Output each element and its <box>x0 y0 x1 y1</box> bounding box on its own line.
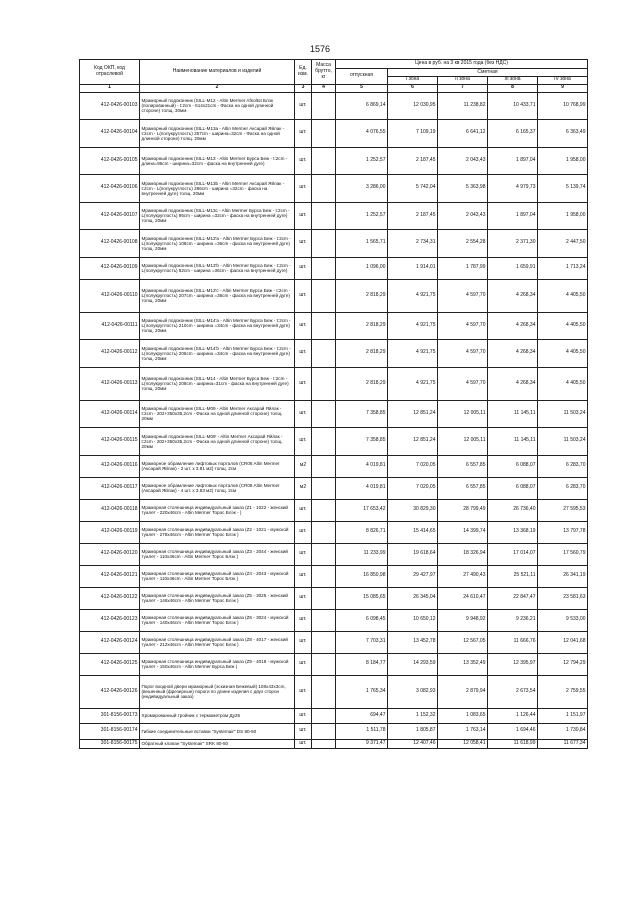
table-cell-zone-3-price: 11 618,99 <box>488 739 538 748</box>
header-mass: Масса брутто, кг <box>312 60 336 85</box>
table-row <box>80 230 588 258</box>
table-cell-name: Мраморное обрамление лифтовых порталов (CR08 Altin Mermer (Аксарай Яйлак) - 2 шт. x 3.81 м2) толщ. 2см <box>140 455 295 477</box>
table-cell-name: Мраморный подоконник (SILL-M13'a - Altin Mermer Бурса Беж - t:2cm - L(полукруглость) 108cm - ширина =36cm - фаска на внутренней дуге) толщ. 20мм <box>140 230 295 258</box>
table-row <box>80 120 588 148</box>
table-cell-name: Мраморный подоконник (SILL-M14'a - Altin Mermer Бурса Беж - t:2cm - L(полукруглость) 210cm - ширина =34cm - фаска на внутренней дуге) толщ. 20мм <box>140 312 295 340</box>
table-cell-zone-2-price: 2 554,28 <box>438 230 488 258</box>
table-cell-mass <box>312 653 336 675</box>
column-number: 6 <box>388 84 438 92</box>
table-cell-code: 412-0426-00103 <box>80 92 140 120</box>
table-cell-selling-price: 4 076,55 <box>336 120 388 148</box>
table-cell-selling-price: 9 371,47 <box>336 739 388 748</box>
table-cell-zone-3-price: 1 897,04 <box>488 147 538 175</box>
table-cell-zone-3-price: 11 145,11 <box>488 400 538 428</box>
table-cell-zone-1-price: 14 293,59 <box>388 653 438 675</box>
table-cell-code: 412-0426-00104 <box>80 120 140 148</box>
table-cell-selling-price: 17 653,42 <box>336 499 388 521</box>
table-cell-zone-3-price: 10 433,71 <box>488 92 538 120</box>
table-cell-code: 412-0426-00124 <box>80 631 140 653</box>
table-cell-zone-3-price: 17 014,07 <box>488 543 538 565</box>
table-cell-zone-4-price: 1 958,00 <box>538 147 588 175</box>
table-cell-zone-2-price: 2 879,94 <box>438 675 488 708</box>
table-cell-code: 412-0426-00114 <box>80 400 140 428</box>
page-number: 1576 <box>309 44 331 54</box>
table-cell-name: Мраморная столешница индивидуальный заказ (Z9 - 4018 - мужской туалет - 150х46cm - Altin Mermer Бурса Беж ) <box>140 653 295 675</box>
header-selling: отпускная <box>336 69 388 85</box>
table-cell-zone-1-price: 12 407,46 <box>388 739 438 748</box>
table-cell-code: 412-0426-00125 <box>80 653 140 675</box>
table-cell-zone-1-price: 10 650,12 <box>388 609 438 631</box>
table-cell-zone-2-price: 1 763,14 <box>438 724 488 740</box>
table-cell-name: Мраморный подоконник (SILL-M13a - Altin Mermer Аксарай Яйлак - t:2cm - L(полукруглость) 257cm - ширина=32cm - Фаска на одной длинной стороне) толщ. 20мм <box>140 120 295 148</box>
table-row <box>80 631 588 653</box>
table-cell-name: Мраморное обрамление лифтовых порталов (CR08 Altin Mermer (Аксарай Яйлак) - 4 шт. x 3.83 м2) толщ. 2см <box>140 477 295 499</box>
table-cell-zone-2-price: 5 363,98 <box>438 175 488 203</box>
table-cell-name: Мраморная столешница индивидуальный заказ (Z4 - 2043 - мужской туалет - 110х46cm - Altin Mermer Торос Блэк ) <box>140 565 295 587</box>
header-zone-1: I зона <box>388 76 438 84</box>
table-cell-zone-3-price: 6 088,07 <box>488 455 538 477</box>
table-body <box>80 92 588 748</box>
table-cell-code: 412-0426-00126 <box>80 675 140 708</box>
table-cell-mass <box>312 565 336 587</box>
table-cell-name: Мраморный подоконник (SILL-M14 - Altin Mermer Бурса Беж - t:2cm - L(полукруглость) 208cm - ширина=31cm - фаска на внутренней дуге) толщ. 20мм <box>140 367 295 400</box>
table-cell-code: 301-8156-00173 <box>80 708 140 724</box>
table-cell-code: 412-0426-00122 <box>80 587 140 609</box>
table-cell-selling-price: 1 252,57 <box>336 202 388 230</box>
table-cell-mass <box>312 279 336 312</box>
table-cell-zone-3-price: 4 979,73 <box>488 175 538 203</box>
table-cell-name: Обратный клапан "Systemair" SRK 80-50 <box>140 739 295 748</box>
table-row <box>80 708 588 724</box>
table-cell-unit: шт. <box>295 175 312 203</box>
table-cell-zone-1-price: 5 742,04 <box>388 175 438 203</box>
table-cell-code: 412-0426-00111 <box>80 312 140 340</box>
table-cell-name: Мраморный подоконник (SILL-M14'b - Altin Mermer Бурса Беж - t:2cm - L(полукруглость) 206cm - ширина =34cm - фаска на внутренней дуге) толщ. 20мм <box>140 340 295 368</box>
table-cell-unit: шт. <box>295 147 312 175</box>
table-cell-mass <box>312 675 336 708</box>
table-cell-name: Мраморный подоконник (SILL-M13c - Altin Mermer Бурса Беж - t:2cm - L(полукруглость) 95cm - ширина =32cm - фаска на внутренней дуге) толщ. 20мм <box>140 202 295 230</box>
table-cell-code: 412-0426-00110 <box>80 279 140 312</box>
table-cell-zone-1-price: 1 914,01 <box>388 257 438 279</box>
table-cell-zone-1-price: 3 082,93 <box>388 675 438 708</box>
table-cell-zone-4-price: 1 713,24 <box>538 257 588 279</box>
table-cell-mass <box>312 631 336 653</box>
table-cell-zone-3-price: 26 736,40 <box>488 499 538 521</box>
table-cell-name: Мраморная столешница индивидуальный заказ (Z3 - 2044 - женский туалет - 110х46cm - Altin Mermer Торос Блэк ) <box>140 543 295 565</box>
table-cell-unit: шт. <box>295 739 312 748</box>
table-cell-zone-4-price: 17 560,79 <box>538 543 588 565</box>
table-cell-unit: шт. <box>295 724 312 740</box>
table-row <box>80 609 588 631</box>
table-cell-zone-2-price: 12 005,11 <box>438 428 488 456</box>
column-number: 1 <box>80 84 140 92</box>
table-cell-zone-2-price: 6 641,12 <box>438 120 488 148</box>
table-row <box>80 455 588 477</box>
table-row <box>80 428 588 456</box>
table-cell-zone-2-price: 24 610,47 <box>438 587 488 609</box>
column-number: 8 <box>488 84 538 92</box>
header-zone-3: III зона <box>488 76 538 84</box>
table-cell-code: 412-0426-00121 <box>80 565 140 587</box>
table-cell-name: Мраморный подоконник (SILL-M13 - Altin Mermer Бурса Беж - t:2cm - длина=95cm - ширина=32cm - фаска на внутренней дуге) <box>140 147 295 175</box>
table-row <box>80 587 588 609</box>
table-cell-unit: шт. <box>295 312 312 340</box>
table-cell-zone-1-price: 4 921,75 <box>388 367 438 400</box>
table-cell-zone-2-price: 18 326,94 <box>438 543 488 565</box>
table-cell-mass <box>312 428 336 456</box>
table-cell-zone-4-price: 2 759,55 <box>538 675 588 708</box>
table-cell-unit: шт. <box>295 120 312 148</box>
table-cell-zone-3-price: 11 145,11 <box>488 428 538 456</box>
table-cell-unit: м2 <box>295 477 312 499</box>
table-cell-code: 412-0426-00118 <box>80 499 140 521</box>
column-number: 3 <box>295 84 312 92</box>
table-cell-zone-4-price: 1 730,84 <box>538 724 588 740</box>
table-cell-mass <box>312 92 336 120</box>
table-cell-zone-2-price: 12 567,05 <box>438 631 488 653</box>
table-cell-zone-4-price: 2 447,50 <box>538 230 588 258</box>
table-cell-zone-1-price: 29 427,97 <box>388 565 438 587</box>
table-cell-code: 412-0426-00106 <box>80 175 140 203</box>
table-cell-mass <box>312 477 336 499</box>
table-cell-selling-price: 694,47 <box>336 708 388 724</box>
table-cell-code: 412-0426-00117 <box>80 477 140 499</box>
table-cell-unit: шт. <box>295 340 312 368</box>
table-cell-zone-4-price: 11 503,24 <box>538 428 588 456</box>
table-cell-zone-4-price: 4 405,50 <box>538 367 588 400</box>
table-cell-code: 412-0426-00105 <box>80 147 140 175</box>
table-cell-zone-1-price: 30 829,30 <box>388 499 438 521</box>
table-row <box>80 257 588 279</box>
table-cell-zone-3-price: 1 694,46 <box>488 724 538 740</box>
table-row <box>80 521 588 543</box>
table-cell-zone-1-price: 13 452,78 <box>388 631 438 653</box>
table-cell-zone-4-price: 4 405,50 <box>538 279 588 312</box>
table-cell-zone-3-price: 6 165,37 <box>488 120 538 148</box>
table-cell-zone-1-price: 19 618,64 <box>388 543 438 565</box>
table-cell-zone-2-price: 4 597,70 <box>438 312 488 340</box>
table-row <box>80 175 588 203</box>
table-cell-selling-price: 7 358,85 <box>336 400 388 428</box>
table-cell-unit: м2 <box>295 455 312 477</box>
table-cell-zone-1-price: 4 921,75 <box>388 279 438 312</box>
table-cell-selling-price: 6 098,45 <box>336 609 388 631</box>
table-cell-unit: шт. <box>295 202 312 230</box>
table-cell-mass <box>312 587 336 609</box>
table-cell-zone-4-price: 1 958,00 <box>538 202 588 230</box>
table-row <box>80 739 588 748</box>
table-cell-mass <box>312 499 336 521</box>
table-cell-selling-price: 2 818,29 <box>336 367 388 400</box>
table-row <box>80 477 588 499</box>
table-cell-unit: шт. <box>295 92 312 120</box>
table-cell-unit: шт. <box>295 279 312 312</box>
table-cell-zone-4-price: 5 139,74 <box>538 175 588 203</box>
table-cell-name: Хромированный тройник с термометром Ду25 <box>140 708 295 724</box>
table-row <box>80 202 588 230</box>
table-cell-name: Мраморный подоконник (SILL-M09 - Altin Mermer Аксарай Яйлак - t:2cm - 202+350х35,2cm - Фаска на одной длинной стороне) толщ. 20мм <box>140 400 295 428</box>
table-cell-name: Мраморная столешница индивидуальный заказ (Z2 - 1021 - мужской туалет - 278х46cm - Altin Mermer Торос Блэк ) <box>140 521 295 543</box>
table-cell-selling-price: 7 703,31 <box>336 631 388 653</box>
table-cell-selling-price: 1 565,71 <box>336 230 388 258</box>
table-cell-code: 412-0426-00119 <box>80 521 140 543</box>
table-cell-selling-price: 1 765,34 <box>336 675 388 708</box>
table-cell-zone-3-price: 12 395,97 <box>488 653 538 675</box>
table-cell-unit: шт. <box>295 257 312 279</box>
table-cell-code: 412-0426-00116 <box>80 455 140 477</box>
table-cell-zone-4-price: 6 283,70 <box>538 477 588 499</box>
table-cell-zone-1-price: 12 851,24 <box>388 400 438 428</box>
table-cell-zone-2-price: 2 043,43 <box>438 202 488 230</box>
table-row <box>80 147 588 175</box>
table-cell-unit: шт. <box>295 230 312 258</box>
table-cell-mass <box>312 521 336 543</box>
table-cell-unit: шт. <box>295 708 312 724</box>
table-cell-name: Порог входной двери мраморный (эскизная Бежевый) 108х43х3cm, (вешенный (фрезерные) пороги по длине изделия с двух сторон (индивидуальный заказ) <box>140 675 295 708</box>
table-cell-name: Гибкие соединительные вставки "Systemair" DS 80-50 <box>140 724 295 740</box>
table-cell-zone-4-price: 6 363,49 <box>538 120 588 148</box>
header-zone-4: IV зона <box>538 76 588 84</box>
table-cell-mass <box>312 202 336 230</box>
table-cell-zone-3-price: 1 659,91 <box>488 257 538 279</box>
table-cell-selling-price: 1 096,00 <box>336 257 388 279</box>
table-row <box>80 565 588 587</box>
table-cell-zone-1-price: 15 414,65 <box>388 521 438 543</box>
table-cell-name: Мраморный подоконник (SILL-M13'c - Altin Mermer Бурса Беж - t:2cm - L(полукруглость) 207cm - ширина =36cm - фаска на внутренней дуге) толщ. 20мм <box>140 279 295 312</box>
table-cell-name: Мраморная столешница индивидуальный заказ (Z8 - 4017 - женский туалет - 212х46cm - Altin Mermer Торос Блэк ) <box>140 631 295 653</box>
table-cell-zone-4-price: 12 041,68 <box>538 631 588 653</box>
table-cell-zone-1-price: 26 345,04 <box>388 587 438 609</box>
table-header <box>80 60 588 93</box>
table-cell-selling-price: 8 184,77 <box>336 653 388 675</box>
header-zone-2: II зона <box>438 76 488 84</box>
table-cell-name: Мраморный подоконник (SILL-M13b - Altin Mermer Аксарай Яйлак - t:2cm - L(полукруглость) 286cm - ширина =32cm - фаска на внутренней дуге) толщ. 20мм <box>140 175 295 203</box>
table-cell-selling-price: 11 233,99 <box>336 543 388 565</box>
table-cell-zone-2-price: 12 005,11 <box>438 400 488 428</box>
table-cell-zone-3-price: 13 368,19 <box>488 521 538 543</box>
table-cell-selling-price: 8 826,71 <box>336 521 388 543</box>
table-cell-zone-3-price: 9 236,21 <box>488 609 538 631</box>
table-cell-zone-2-price: 27 490,43 <box>438 565 488 587</box>
table-cell-zone-1-price: 2 187,45 <box>388 202 438 230</box>
table-cell-mass <box>312 340 336 368</box>
table-cell-mass <box>312 175 336 203</box>
column-number: 4 <box>312 84 336 92</box>
table-cell-zone-4-price: 26 341,19 <box>538 565 588 587</box>
table-cell-zone-4-price: 11 677,34 <box>538 739 588 748</box>
table-cell-zone-4-price: 11 503,24 <box>538 400 588 428</box>
table-cell-zone-2-price: 1 787,99 <box>438 257 488 279</box>
table-cell-zone-2-price: 6 557,85 <box>438 455 488 477</box>
table-cell-unit: шт. <box>295 565 312 587</box>
table-cell-selling-price: 2 818,29 <box>336 340 388 368</box>
table-cell-code: 412-0426-00109 <box>80 257 140 279</box>
table-row <box>80 312 588 340</box>
table-cell-unit: шт. <box>295 521 312 543</box>
table-cell-zone-1-price: 7 109,19 <box>388 120 438 148</box>
header-unit: Ед. изм. <box>295 60 312 85</box>
table-cell-zone-4-price: 4 405,50 <box>538 340 588 368</box>
table-cell-zone-2-price: 6 557,85 <box>438 477 488 499</box>
table-row <box>80 279 588 312</box>
table-cell-zone-3-price: 11 666,76 <box>488 631 538 653</box>
table-cell-mass <box>312 609 336 631</box>
table-cell-name: Мраморный подоконник (SILL-M12 - Altin Mermer Afsoltot Блэк (полированный) - t:2cm - 514х21cm - Фаска на одной длинной стороне) толщ. 30мм <box>140 92 295 120</box>
table-cell-zone-2-price: 9 948,92 <box>438 609 488 631</box>
table-row <box>80 653 588 675</box>
table-cell-mass <box>312 367 336 400</box>
table-cell-mass <box>312 230 336 258</box>
table-cell-zone-3-price: 4 268,34 <box>488 279 538 312</box>
table-cell-mass <box>312 120 336 148</box>
table-cell-zone-1-price: 1 152,32 <box>388 708 438 724</box>
table-cell-unit: шт. <box>295 609 312 631</box>
table-cell-selling-price: 2 818,29 <box>336 279 388 312</box>
table-cell-unit: шт. <box>295 543 312 565</box>
table-cell-name: Мраморный подоконник (SILL-M13'b - Altin Mermer Бурса Беж - t:2cm - L(полукруглость) 82cm - ширина =36cm - фаска на внутренней дуге) <box>140 257 295 279</box>
table-cell-zone-1-price: 4 921,75 <box>388 312 438 340</box>
table-cell-code: 301-8156-00174 <box>80 724 140 740</box>
table-cell-unit: шт. <box>295 499 312 521</box>
table-cell-zone-3-price: 1 897,04 <box>488 202 538 230</box>
table-cell-zone-2-price: 12 058,41 <box>438 739 488 748</box>
table-cell-name: Мраморная столешница индивидуальный заказ (Z5 - 3025 - женский туалет - 146х46cm - Altin Mermer Торос Блэк ) <box>140 587 295 609</box>
table-cell-zone-3-price: 6 088,07 <box>488 477 538 499</box>
table-cell-zone-2-price: 2 043,43 <box>438 147 488 175</box>
table-cell-zone-4-price: 4 405,50 <box>538 312 588 340</box>
table-cell-zone-1-price: 7 020,05 <box>388 477 438 499</box>
table-cell-zone-3-price: 2 673,54 <box>488 675 538 708</box>
table-row <box>80 400 588 428</box>
table-cell-zone-3-price: 4 268,34 <box>488 312 538 340</box>
table-cell-code: 412-0426-00115 <box>80 428 140 456</box>
header-price-group: Цена в руб. на 3 кв 2015 года (без НДС) <box>336 60 588 69</box>
table-cell-zone-4-price: 10 768,99 <box>538 92 588 120</box>
table-cell-mass <box>312 455 336 477</box>
table-cell-name: Мраморный подоконник (SILL-M09' - Altin Mermer Аксарай Яйлак - t:2cm - 202+350х35,2cm - Фаска на одной длинной стороне) толщ. 20мм <box>140 428 295 456</box>
table-cell-selling-price: 4 019,81 <box>336 455 388 477</box>
header-code: Код ОКП, код отраслевой <box>80 60 140 85</box>
table-cell-unit: шт. <box>295 675 312 708</box>
column-number: 2 <box>140 84 295 92</box>
table-cell-zone-3-price: 4 268,34 <box>488 340 538 368</box>
table-cell-selling-price: 6 869,14 <box>336 92 388 120</box>
table-row <box>80 367 588 400</box>
table-cell-zone-2-price: 11 238,82 <box>438 92 488 120</box>
table-cell-zone-2-price: 28 799,49 <box>438 499 488 521</box>
table-row <box>80 675 588 708</box>
table-cell-zone-2-price: 4 597,70 <box>438 367 488 400</box>
table-cell-code: 412-0426-00123 <box>80 609 140 631</box>
header-estimate: Сметная <box>388 69 588 77</box>
table-cell-code: 412-0426-00120 <box>80 543 140 565</box>
table-cell-zone-4-price: 9 533,00 <box>538 609 588 631</box>
table-cell-zone-2-price: 1 083,65 <box>438 708 488 724</box>
table-cell-zone-1-price: 12 851,24 <box>388 428 438 456</box>
table-cell-selling-price: 2 818,29 <box>336 312 388 340</box>
table-cell-zone-2-price: 13 352,49 <box>438 653 488 675</box>
table-cell-zone-4-price: 6 283,70 <box>538 455 588 477</box>
table-cell-code: 412-0426-00113 <box>80 367 140 400</box>
table-cell-zone-1-price: 12 030,95 <box>388 92 438 120</box>
table-cell-mass <box>312 739 336 748</box>
table-cell-zone-4-price: 1 151,97 <box>538 708 588 724</box>
header-name: Наименование материалов и изделий <box>140 60 295 85</box>
table-cell-zone-2-price: 14 399,74 <box>438 521 488 543</box>
table-cell-zone-1-price: 7 020,05 <box>388 455 438 477</box>
table-cell-code: 412-0426-00108 <box>80 230 140 258</box>
table-cell-name: Мраморная столешница индивидуальный заказ (Z1 - 1022 - женский туалет - 220х46cm - Altin Mermer Торос Блэк - ) <box>140 499 295 521</box>
table-cell-zone-1-price: 2 734,31 <box>388 230 438 258</box>
column-number: 9 <box>538 84 588 92</box>
table-cell-code: 301-8156-00175 <box>80 739 140 748</box>
table-cell-zone-4-price: 12 794,29 <box>538 653 588 675</box>
table-cell-unit: шт. <box>295 653 312 675</box>
table-cell-mass <box>312 400 336 428</box>
table-cell-zone-4-price: 13 797,78 <box>538 521 588 543</box>
table-cell-selling-price: 16 850,98 <box>336 565 388 587</box>
table-cell-mass <box>312 312 336 340</box>
table-cell-zone-1-price: 1 805,87 <box>388 724 438 740</box>
table-cell-code: 412-0426-00112 <box>80 340 140 368</box>
table-cell-selling-price: 4 019,81 <box>336 477 388 499</box>
table-cell-selling-price: 15 085,65 <box>336 587 388 609</box>
table-cell-unit: шт. <box>295 631 312 653</box>
table-cell-unit: шт. <box>295 367 312 400</box>
table-cell-zone-4-price: 27 595,53 <box>538 499 588 521</box>
table-cell-mass <box>312 724 336 740</box>
table-cell-zone-4-price: 23 581,63 <box>538 587 588 609</box>
table-cell-zone-1-price: 2 187,45 <box>388 147 438 175</box>
table-cell-zone-2-price: 4 597,70 <box>438 279 488 312</box>
column-number: 5 <box>336 84 388 92</box>
table-cell-mass <box>312 147 336 175</box>
price-table <box>79 59 588 749</box>
table-cell-mass <box>312 708 336 724</box>
table-cell-unit: шт. <box>295 400 312 428</box>
table-cell-name: Мраморная столешница индивидуальный заказ (Z6 - 3024 - мужской туалет - 140х46cm - Altin Mermer Торос Блэк ) <box>140 609 295 631</box>
table-cell-zone-3-price: 22 847,47 <box>488 587 538 609</box>
table-cell-zone-3-price: 1 126,44 <box>488 708 538 724</box>
column-number: 7 <box>438 84 488 92</box>
table-cell-mass <box>312 257 336 279</box>
table-cell-zone-3-price: 25 521,11 <box>488 565 538 587</box>
table-cell-zone-2-price: 4 597,70 <box>438 340 488 368</box>
table-cell-unit: шт. <box>295 587 312 609</box>
table-row <box>80 499 588 521</box>
table-cell-code: 412-0426-00107 <box>80 202 140 230</box>
table-cell-unit: шт. <box>295 428 312 456</box>
table-row <box>80 340 588 368</box>
table-cell-selling-price: 3 286,00 <box>336 175 388 203</box>
table-cell-selling-price: 1 511,78 <box>336 724 388 740</box>
table-cell-selling-price: 1 252,57 <box>336 147 388 175</box>
table-cell-zone-3-price: 4 268,34 <box>488 367 538 400</box>
table-row <box>80 92 588 120</box>
table-cell-selling-price: 7 358,85 <box>336 428 388 456</box>
table-row <box>80 724 588 740</box>
table-cell-mass <box>312 543 336 565</box>
table-cell-zone-3-price: 2 371,30 <box>488 230 538 258</box>
column-numbers-row <box>80 84 588 92</box>
table-cell-zone-1-price: 4 921,75 <box>388 340 438 368</box>
table-row <box>80 543 588 565</box>
